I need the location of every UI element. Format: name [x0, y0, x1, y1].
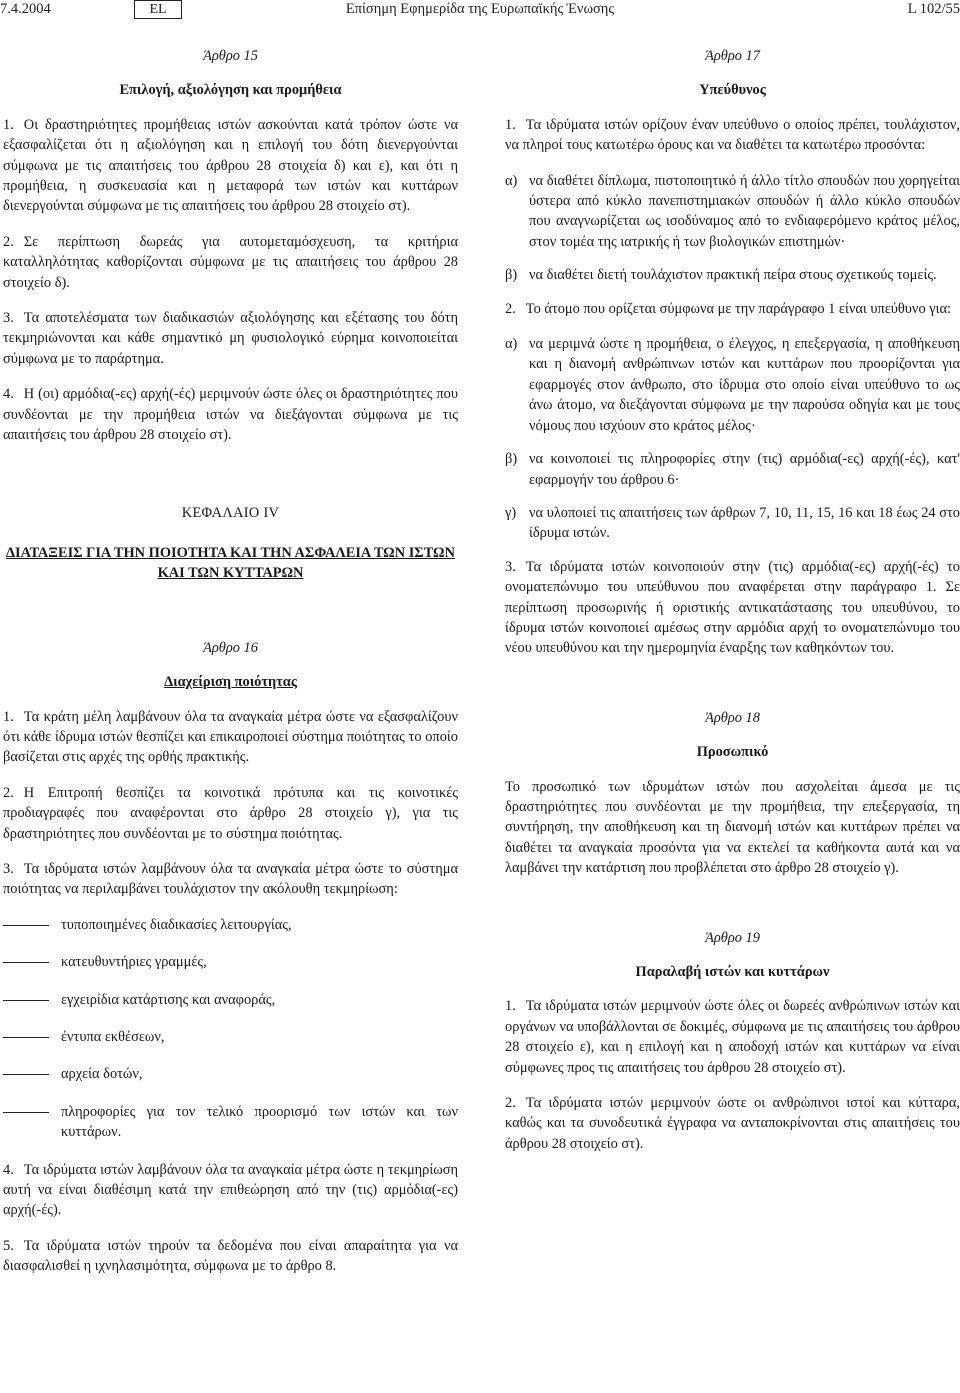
paragraph-number: 1.: [505, 998, 516, 1015]
paragraph-text: Τα ιδρύματα ιστών μεριμνούν ώστε όλες οι δωρεές ανθρώπινων ιστών και οργάνων να υποβάλλονται σε δοκιμές, σύμφωνα με τις απαιτήσεις του άρθρου 28 στοιχείο ε), και η επιλογή και η αποδοχή ιστών και κυττάρων να είναι σύμφωνες προς τις απαιτήσεις του άρθρου 28 στοιχείο στ).: [505, 998, 960, 1076]
right-column: [505, 36, 960, 1169]
paragraph-text: Τα ιδρύματα ιστών λαμβάνουν όλα τα αναγκαία μέτρα ώστε το σύστημα ποιότητας να περιλαμβάνει τουλάχιστον την ακόλουθη τεκμηρίωση:: [3, 860, 458, 898]
article-18-heading: Προσωπικό: [696, 744, 769, 761]
paragraph-number: 1.: [3, 116, 14, 133]
language-badge: EL: [134, 0, 182, 19]
page-header: [0, 0, 960, 24]
article-17-title: Άρθρο 17: [705, 48, 760, 64]
list-item-text: αρχεία δοτών,: [61, 1066, 143, 1083]
item-label: α): [505, 336, 518, 353]
article-15-paragraph-2: [3, 232, 458, 293]
documentation-list-item: [3, 1027, 458, 1047]
item-label: γ): [505, 504, 517, 521]
article-18-title: Άρθρο 18: [705, 709, 760, 726]
article-16-paragraph-5: [3, 1236, 458, 1277]
article-17-paragraph-3: [505, 557, 960, 659]
paragraph-number: 2.: [505, 1095, 516, 1112]
qualification-item: [505, 171, 960, 253]
paragraph-number: 1.: [505, 116, 516, 133]
item-text: να κοινοποιεί τις πληροφορίες στην (τις) αρμόδια(-ες) αρχή(-ές), κατ' εφαρμογήν του άρθρου 6·: [529, 451, 960, 488]
item-label: β): [505, 451, 518, 468]
paragraph-number: 2.: [3, 784, 14, 801]
responsibility-item: [505, 503, 960, 544]
article-16-title: Άρθρο 16: [203, 639, 258, 656]
paragraph-number: 3.: [3, 310, 14, 327]
paragraph-text: Τα αποτελέσματα των διαδικασιών αξιολόγησης και εξέτασης του δότη τεκμηριώνονται και κάθε σημαντικό μη φυσιολογικό εύρημα κοινοποιείται σύμφωνα με το παράρτημα.: [3, 310, 458, 367]
article-16-paragraph-3: [3, 859, 458, 900]
qualification-item: [505, 265, 960, 285]
paragraph-number: 4.: [3, 1161, 14, 1178]
documentation-list-item: [3, 1102, 458, 1143]
article-17-heading: Υπεύθυνος: [699, 82, 766, 99]
documentation-list-item: [3, 952, 458, 972]
item-text: να μεριμνά ώστε η προμήθεια, ο έλεγχος, η επεξεργασία, η αποθήκευση και η διανομή ανθρώπινων ιστών και κυττάρων που προορίζονται για εφαρμογές στον άνθρωπο, στο ίδρυμα στο οποίο είναι υπεύθυνο το ως άνω άτομο, να διεξάγονται σύμφωνα με την παρούσα οδηγία και με τους νόμους που ισχύουν στο κράτος μέλος·: [529, 336, 960, 434]
chapter-title: ΔΙΑΤΑΞΕΙΣ ΓΙΑ ΤΗΝ ΠΟΙΟΤΗΤΑ ΚΑΙ ΤΗΝ ΑΣΦΑΛΕΙΑ ΤΩΝ ΙΣΤΩΝ ΚΑΙ ΤΩΝ ΚΥΤΤΑΡΩΝ: [6, 544, 455, 582]
responsibility-item: [505, 449, 960, 490]
paragraph-text: Τα ιδρύματα ιστών μεριμνούν ώστε οι ανθρώπινοι ιστοί και κύτταρα, καθώς και τα συνοδευτικά έγγραφα να ανταποκρίνονται στις απαιτήσεις του άρθρου 28 στοιχείο στ).: [505, 1095, 960, 1152]
article-15-heading: Επιλογή, αξιολόγηση και προμήθεια: [119, 82, 342, 99]
dash-bullet: [3, 1064, 61, 1084]
item-text: να διαθέτει διετή τουλάχιστον πρακτική πείρα στους σχετικούς τομείς.: [529, 267, 937, 284]
list-item-text: τυποποιημένες διαδικασίες λειτουργίας,: [61, 916, 292, 933]
dash-bullet: [3, 990, 61, 1010]
article-15-paragraph-1: [3, 115, 458, 217]
article-18-paragraph: Το προσωπικό των ιδρυμάτων ιστών που ασχολείται άμεσα με τις δραστηριότητες που συνδέονται με την προμήθεια, την επεξεργασία, τη συντήρηση, την αποθήκευση και τη διανομή ιστών και κυττάρων πρέπει να διαθέτει τα αναγκαία προσόντα για να εκτελεί τα καθήκοντα αυτά και να λαμβάνει την κατάρτιση που προβλέπεται στο άρθρο 28 στοιχείο γ).: [505, 778, 960, 877]
chapter-label: ΚΕΦΑΛΑΙΟ IV: [181, 504, 280, 521]
dash-bullet: [3, 1027, 61, 1047]
item-text: να υλοποιεί τις απαιτήσεις των άρθρων 7, 10, 11, 15, 16 και 18 έως 24 στο ίδρυμα ιστών.: [529, 504, 960, 542]
article-16-paragraph-4: [3, 1160, 458, 1221]
article-16-heading: Διαχείριση ποιότητας: [164, 674, 297, 691]
item-label: α): [505, 172, 518, 189]
paragraph-text: Η Επιτροπή θεσπίζει τα κοινοτικά πρότυπα και τις κοινοτικές προδιαγραφές που αναφέρονται στο άρθρο 28 στοιχείο γ), για τις δραστηριότητες που συνδέονται με το σύστημα ποιότητας.: [3, 784, 458, 842]
publication-date: 7.4.2004: [0, 1, 51, 17]
paragraph-text: Οι δραστηριότητες προμήθειας ιστών ασκούνται κατά τρόπον ώστε να εξασφαλίζεται ότι η αξιολόγηση και η επιλογή του δότη διενεργούνται σύμφωνα με τις απαιτήσεις του άρθρου 28 στοιχεία δ) και ε), και ότι η προμήθεια, η συσκευασία και η μεταφορά των ιστών και κυττάρων διενεργούνται σύμφωνα με τις απαιτήσεις του άρθρου 28 στοιχείο στ).: [3, 116, 458, 215]
documentation-list-item: [3, 915, 458, 935]
list-item-text: πληροφορίες για τον τελικό προορισμό των ιστών και των κυττάρων.: [61, 1103, 458, 1141]
list-item-text: έντυπα εκθέσεων,: [61, 1029, 165, 1045]
dash-bullet: [3, 915, 61, 935]
article-16-paragraph-2: [3, 783, 458, 844]
article-19-paragraph-2: [505, 1093, 960, 1154]
paragraph-text: Το άτομο που ορίζεται σύμφωνα με την παράγραφο 1 είναι υπεύθυνο για:: [525, 300, 952, 317]
paragraph-number: 3.: [3, 860, 14, 877]
article-16-paragraph-1: [3, 707, 458, 768]
article-19-title: Άρθρο 19: [705, 929, 760, 946]
article-17-paragraph-1: [505, 115, 960, 156]
paragraph-text: Τα ιδρύματα ιστών τηρούν τα δεδομένα που είναι απαραίτητα για να διασφαλισθεί η ιχνηλασιμότητα, σύμφωνα με το άρθρο 8.: [3, 1237, 458, 1275]
documentation-list-item: [3, 990, 458, 1010]
item-text: να διαθέτει δίπλωμα, πιστοποιητικό ή άλλο τίτλο σπουδών που χορηγείται ύστερα από κύκλο πανεπιστημιακών σπουδών ή άλλο κύκλο σπουδών που αναγνωρίζεται ως ισοδύναμος από το ενδιαφερόμενο κράτος μέλος, στον τομέα της ιατρικής ή των βιολογικών επιστημών·: [529, 172, 960, 250]
dash-bullet: [3, 1102, 61, 1143]
article-19-heading: Παραλαβή ιστών και κυττάρων: [635, 964, 830, 980]
paragraph-number: 2.: [3, 233, 14, 250]
paragraph-text: Τα ιδρύματα ιστών κοινοποιούν στην (τις) αρμόδια(-ες) αρχή(-ές) το ονοματεπώνυμο του υπεύθυνου που αναφέρεται στην παράγραφο 1. Σε περίπτωση προσωρινής ή οριστικής αντικατάστασης του υπευθύνου, το ίδρυμα ιστών κοινοποιεί αμέσως στην αρμόδια αρχή το ονοματεπώνυμο του νέου υπευθύνου και την ημερομηνία έναρξης των καθηκόντων του.: [505, 558, 960, 657]
paragraph-text: Σε περίπτωση δωρεάς για αυτομεταμόσχευση, τα κριτήρια καταλληλότητας καθορίζονται σύμφωνα με τις απαιτήσεις του άρθρου 28 στοιχείο δ).: [3, 233, 458, 291]
list-item-text: κατευθυντήριες γραμμές,: [61, 954, 207, 971]
documentation-list-item: [3, 1064, 458, 1084]
paragraph-text: Τα κράτη μέλη λαμβάνουν όλα τα αναγκαία μέτρα ώστε να εξασφαλίζουν ότι κάθε ίδρυμα ιστών θεσπίζει και επικαιροποιεί σύστημα ποιότητας το οποίο βασίζεται στις αρχές της ορθής πρακτικής.: [3, 708, 458, 766]
dash-bullet: [3, 952, 61, 972]
article-19-paragraph-1: [505, 996, 960, 1078]
paragraph-text: Τα ιδρύματα ιστών λαμβάνουν όλα τα αναγκαία μέτρα ώστε η τεκμηρίωση αυτή να είναι διαθέσιμη κατά την επιθεώρηση από την (τις) αρμόδια(-ες) αρχή(-ές).: [3, 1161, 458, 1219]
paragraph-number: 4.: [3, 386, 14, 403]
article-15-paragraph-4: [3, 384, 458, 445]
list-item-text: εγχειρίδια κατάρτισης και αναφοράς,: [61, 991, 276, 1008]
article-15-title: Άρθρο 15: [203, 48, 258, 64]
issue-reference: L 102/55: [907, 1, 960, 17]
journal-title: Επίσημη Εφημερίδα της Ευρωπαϊκής Ένωσης: [345, 1, 615, 17]
left-column: [3, 36, 458, 1292]
item-label: β): [505, 267, 518, 284]
article-17-paragraph-2: [505, 299, 960, 319]
responsibility-item: [505, 334, 960, 436]
paragraph-text: Η (οι) αρμόδια(-ες) αρχή(-ές) μεριμνούν ώστε όλες οι δραστηριότητες που συνδέονται με την προμήθεια ιστών να διεξάγονται σύμφωνα με τις απαιτήσεις του άρθρου 28 στοιχείο στ).: [3, 386, 458, 444]
paragraph-number: 3.: [505, 558, 516, 575]
article-15-paragraph-3: [3, 308, 458, 369]
paragraph-number: 2.: [505, 300, 516, 317]
paragraph-number: 1.: [3, 708, 14, 725]
paragraph-number: 5.: [3, 1237, 14, 1254]
paragraph-text: Τα ιδρύματα ιστών ορίζουν έναν υπεύθυνο ο οποίος πρέπει, τουλάχιστον, να πληροί τους κατωτέρω όρους και να διαθέτει τα κατωτέρω προσόντα:: [505, 116, 960, 154]
